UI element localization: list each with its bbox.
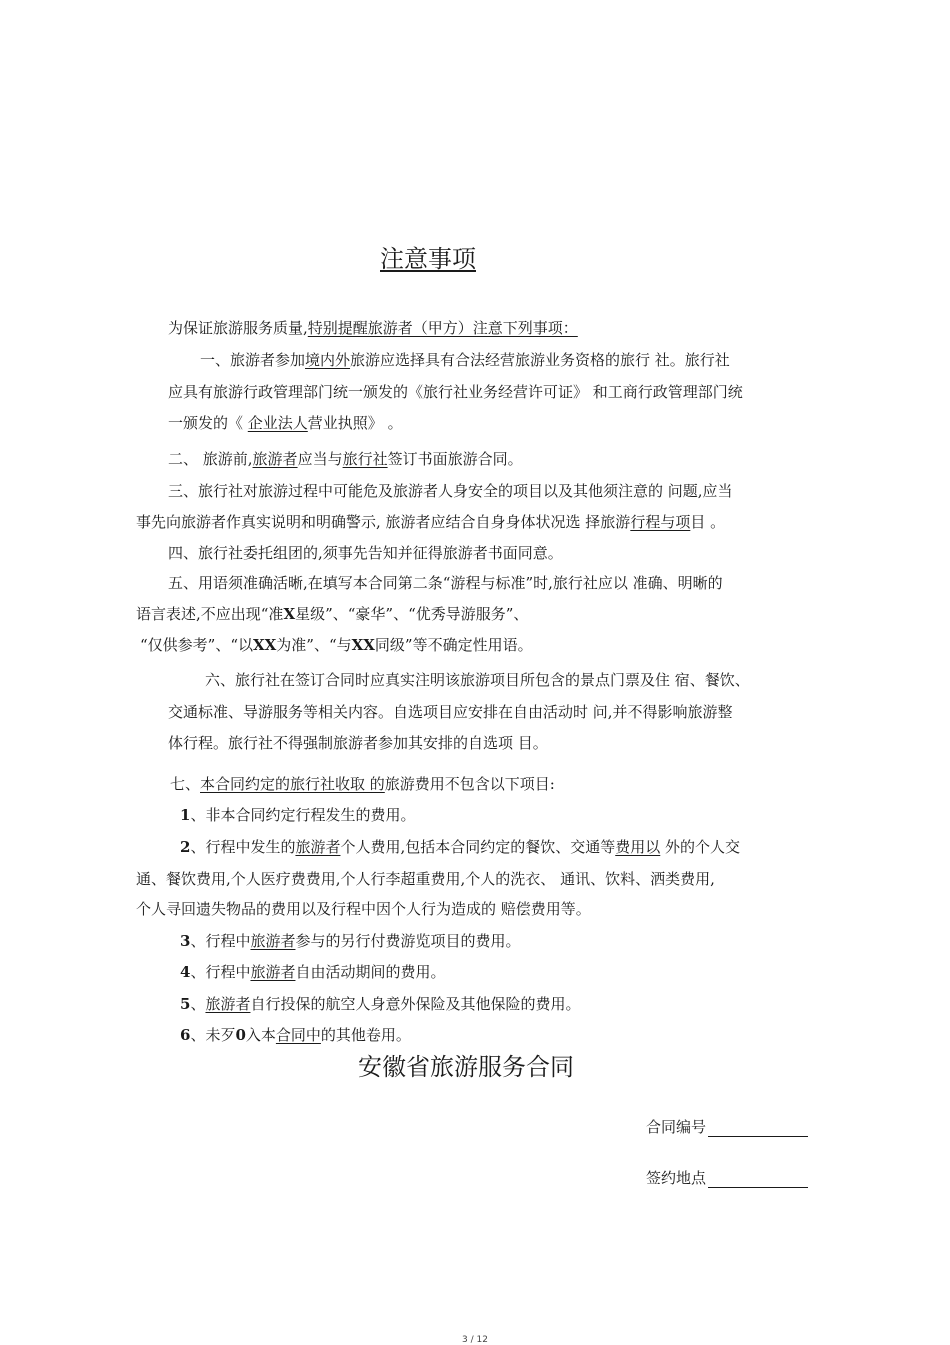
contract-number-field <box>646 1117 808 1137</box>
item-2: 二、 旅游前,旅游者应当与旅行社签订书面旅游合同。 <box>168 450 523 468</box>
item-4: 四、旅行社委托组团的,须事先告知并征得旅游者书面同意。 <box>168 544 563 562</box>
item-7-sub-2-line-1: 2、行程中发生的旅游者个人费用,包括本合同约定的餐饮、交通等费用以 外的个人交 <box>180 838 741 856</box>
item-3-line-1: 三、旅行社对旅游过程中可能危及旅游者人身安全的项目以及其他须注意的 问题,应当 <box>168 482 733 500</box>
item-3-line-2: 事先向旅游者作真实说明和明确警示, 旅游者应结合自身身体状况选 择旅游行程与项目 。 <box>136 513 726 531</box>
item-7-heading: 七、本合同约定的旅行社收取 的旅游费用不包含以下项目: <box>170 775 555 793</box>
item-1-line-3: 一颁发的《 企业法人营业执照》 。 <box>168 414 403 432</box>
contract-number-blank[interactable] <box>708 1120 808 1137</box>
item-7-sub-1: 1、非本合同约定行程发生的费用。 <box>180 806 416 824</box>
item-6-line-1: 六、旅行社在签订合同时应真实注明该旅游项目所包含的景点门票及住 宿、餐饮、 <box>205 671 750 689</box>
item-6-line-2: 交通标准、导游服务等相关内容。自选项目应安排在自由活动时 问,并不得影响旅游整 <box>168 703 733 721</box>
signing-place-field <box>646 1168 808 1188</box>
signing-place-label: 签约地点 <box>646 1169 707 1187</box>
item-7-sub-2-line-2: 通、餐饮费用,个人医疗费费用,个人行李超重费用,个人的洗衣、 通讯、饮料、洒类费用, <box>136 870 715 888</box>
page-title: 注意事项 <box>380 245 476 273</box>
item-5-line-3: “仅供参考”、“以XX为准”、“与XX同级”等不确定性用语。 <box>140 636 533 654</box>
contract-number-label: 合同编号 <box>646 1118 707 1136</box>
item-5-line-1: 五、用语须准确活晰,在填写本合同第二条“游程与标准”时,旅行社应以 准确、明晰的 <box>168 574 723 592</box>
intro-paragraph: 为保证旅游服务质量,特别提醒旅游者（甲方）注意下列事项： <box>168 319 578 337</box>
item-7-sub-3: 3、行程中旅游者参与的另行付费游览项目的费用。 <box>180 932 521 950</box>
item-6-line-3: 体行程。旅行社不得强制旅游者参加其安排的自选项 目。 <box>168 734 548 752</box>
item-7-sub-5: 5、旅游者自行投保的航空人身意外保险及其他保险的费用。 <box>180 995 581 1013</box>
item-5-line-2: 语言表述,不应出现“准X星级”、“豪华”、“优秀导游服务”、 <box>136 605 529 623</box>
item-7-sub-2-line-3: 个人寻回遗失物品的费用以及行程中因个人行为造成的 赔偿费用等。 <box>136 900 591 918</box>
item-1-line-1: 一、旅游者参加境内外旅游应选择具有合法经营旅游业务资格的旅行 社。旅行社 <box>200 351 730 369</box>
item-7-sub-6: 6、未歹0入本合同中的其他卷用。 <box>180 1026 411 1044</box>
contract-title: 安徽省旅游服务合同 <box>358 1053 574 1081</box>
signing-place-blank[interactable] <box>708 1171 808 1188</box>
item-7-sub-4: 4、行程中旅游者自由活动期间的费用。 <box>180 963 446 981</box>
item-1-line-2: 应具有旅游行政管理部门统一颁发的《旅行社业务经营许可证》 和工商行政管理部门统 <box>168 383 743 401</box>
page-number: 3 / 12 <box>462 1335 488 1345</box>
